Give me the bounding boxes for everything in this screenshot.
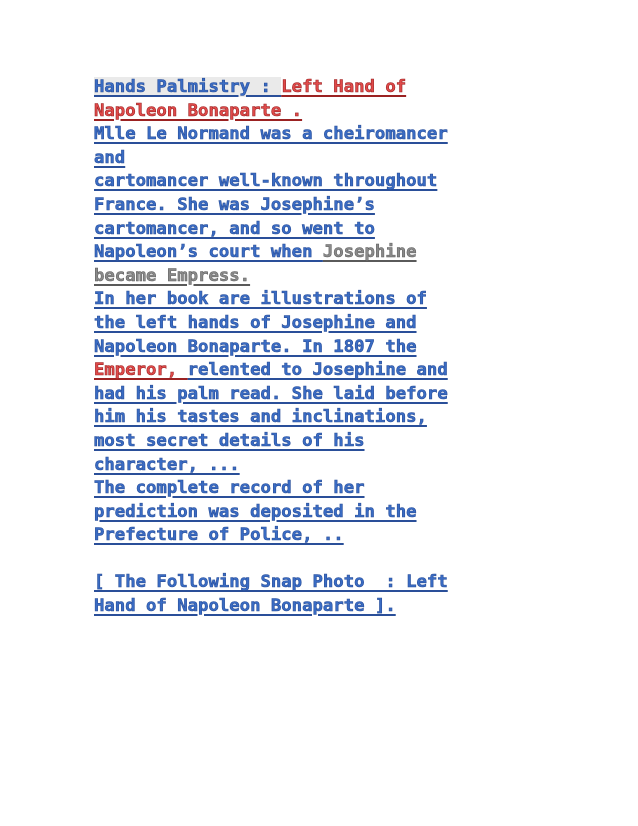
body-line: most secret details of his [94, 430, 365, 451]
paragraph-spacer [94, 548, 534, 572]
body-line: France. She was Josephine’s [94, 194, 375, 215]
body-line: cartomancer, and so went to [94, 218, 375, 239]
body-line: The complete record of her [94, 478, 365, 499]
body-line: the left hands of Josephine and [94, 312, 417, 333]
heading-title-part1: Left Hand of [281, 77, 407, 97]
caption-line: [ The Following Snap Photo : Left [94, 572, 448, 593]
document-body [94, 76, 534, 619]
body-text: Napoleon’s court when [94, 242, 323, 263]
heading-title-part2: Napoleon Bonaparte . [94, 100, 303, 121]
body-text: relented to Josephine and [187, 360, 448, 381]
body-text-gray: Josephine [322, 242, 417, 263]
body-line: In her book are illustrations of [94, 289, 427, 310]
body-line: Mlle Le Normand was a cheiromancer [94, 124, 448, 145]
body-line: cartomancer well-known throughout [94, 171, 438, 192]
heading-line-2 [94, 100, 534, 124]
body-line: Napoleon Bonaparte. In 1807 the [94, 336, 417, 357]
heading-prefix: Hands Palmistry : [94, 77, 282, 97]
body-line: Prefecture of Police, .. [94, 525, 344, 546]
body-line [94, 241, 534, 265]
body-line: had his palm read. She laid before [94, 383, 448, 404]
body-line: became Empress. [94, 265, 251, 286]
body-text-red: Emperor, [94, 360, 188, 381]
body-line: and [94, 147, 126, 168]
heading-line-1 [94, 76, 534, 100]
body-line: character, ... [94, 454, 240, 475]
body-line: prediction was deposited in the [94, 501, 417, 522]
caption-line: Hand of Napoleon Bonaparte ]. [94, 596, 396, 617]
body-line [94, 359, 534, 383]
body-line: him his tastes and inclinations, [94, 407, 427, 428]
